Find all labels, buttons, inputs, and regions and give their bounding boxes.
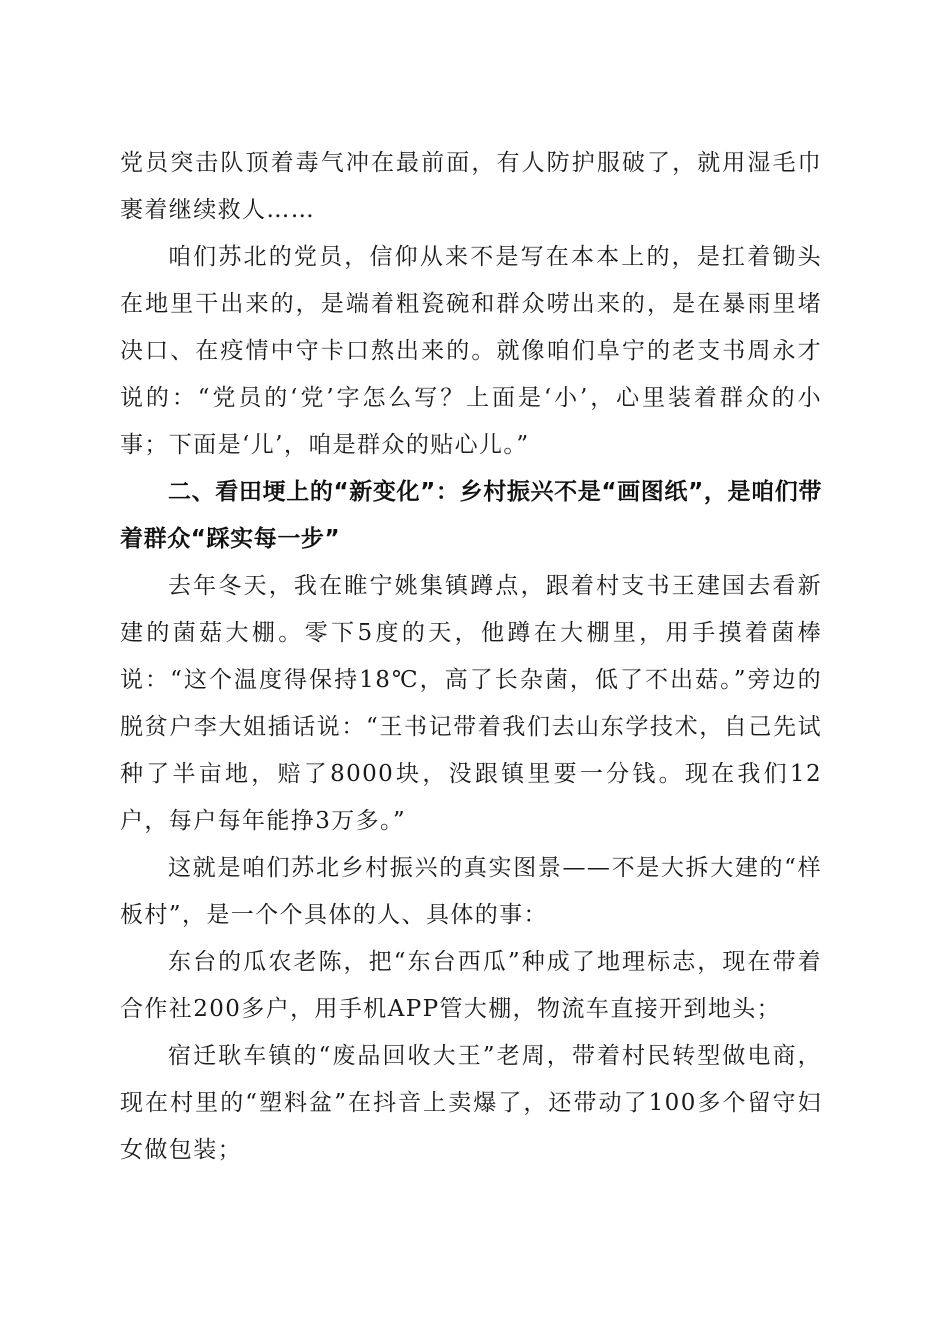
paragraph-party-members-faith: 咱们苏北的党员，信仰从来不是写在本本上的，是扛着锄头在地里干出来的，是端着粗瓷碗和群众唠出来的，是在暴雨里堵决口、在疫情中守卡口熬出来的。就像咱们阜宁的老支书周永才说的：“党员的‘党’字怎么写？上面是‘小’，心里装着群众的小事；下面是‘儿’，咱是群众的贴心儿。”	[120, 244, 822, 458]
paragraph-suqian-ecommerce: 宿迁耿车镇的“废品回收大王”老周，带着村民转型做电商，现在村里的“塑料盆”在抖音上卖爆了，还带动了100多个留守妇女做包装；	[120, 1043, 822, 1163]
paragraph-dongtai-watermelon: 东台的瓜农老陈，把“东台西瓜”种成了地理标志，现在带着合作社200多户，用手机APP管大棚，物流车直接开到地头；	[120, 949, 822, 1022]
paragraph-continuation: 党员突击队顶着毒气冲在最前面，有人防护服破了，就用湿毛巾裹着继续救人……	[120, 150, 822, 223]
section-heading-rural-revitalization: 二、看田埂上的“新变化”：乡村振兴不是“画图纸”，是咱们带着群众“踩实每一步”	[120, 479, 822, 552]
document-body	[120, 140, 822, 1174]
paragraph-real-picture: 这就是咱们苏北乡村振兴的真实图景——不是大拆大建的“样板村”，是一个个具体的人、具体的事：	[120, 855, 822, 928]
paragraph-mushroom-greenhouse: 去年冬天，我在睢宁姚集镇蹲点，跟着村支书王建国去看新建的菌菇大棚。零下5度的天，他蹲在大棚里，用手摸着菌棒说：“这个温度得保持18℃，高了长杂菌，低了不出菇。”旁边的脱贫户李大姐插话说：“王书记带着我们去山东学技术，自己先试种了半亩地，赔了8000块，没跟镇里要一分钱。现在我们12户，每户每年能挣3万多。”	[120, 573, 822, 834]
